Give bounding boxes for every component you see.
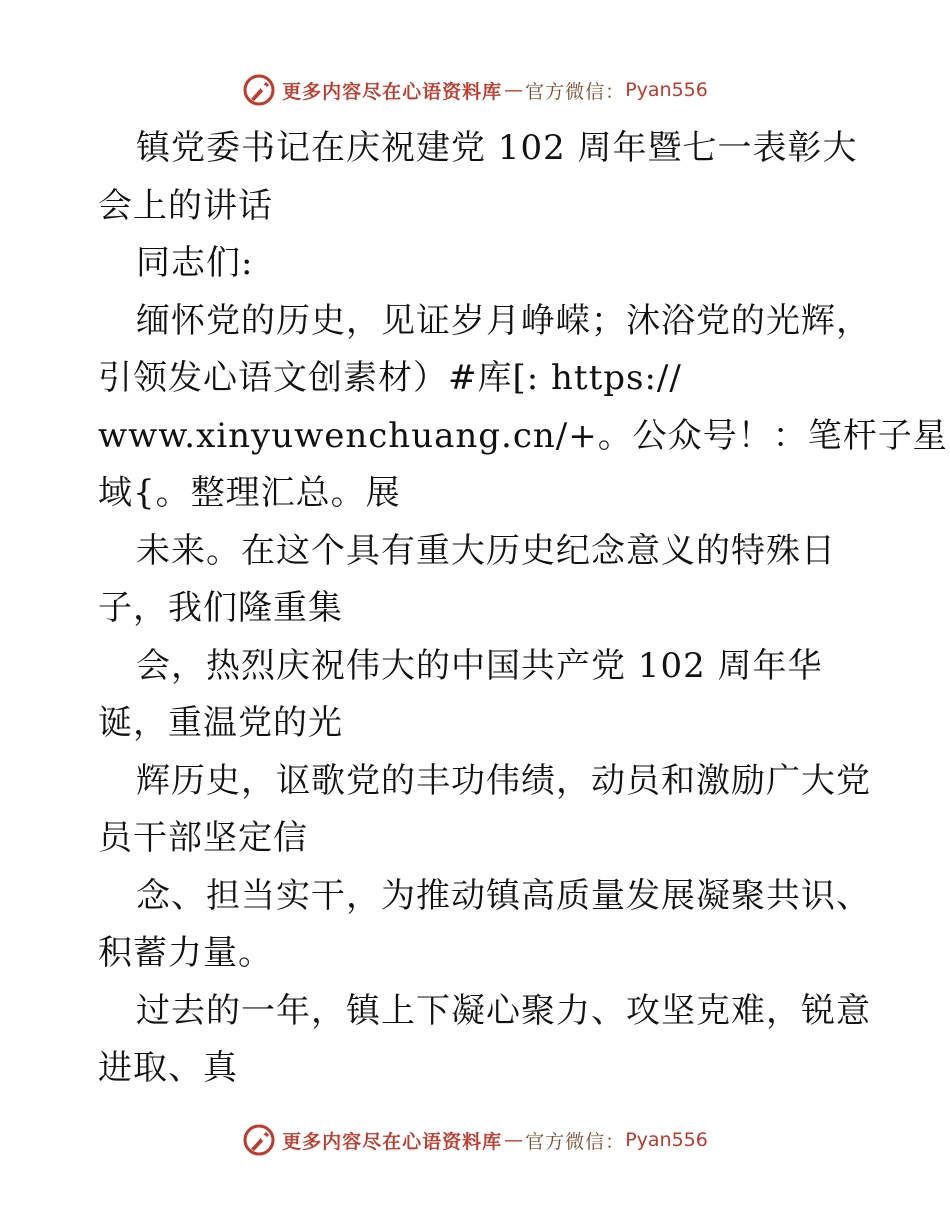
- banner-sub-text: 官方微信：: [525, 1130, 626, 1153]
- text-line: 员干部坚定信: [98, 818, 308, 858]
- text-line: www.xinyuwenchuang.cn/+。公众号！：笔杆子星: [98, 415, 948, 456]
- page-footer-banner: [0, 1120, 950, 1160]
- text-line: 未来。在这个具有重大历史纪念意义的特殊日: [136, 530, 836, 571]
- banner-dash: —: [504, 79, 524, 101]
- text-line: 子，我们隆重集: [98, 588, 343, 628]
- text-line: 引领发心语文创素材）#库[: https://: [98, 358, 682, 398]
- banner-sub-text: 官方微信：: [525, 80, 626, 103]
- text-line: 积蓄力量。: [98, 933, 273, 973]
- text-line: 会上的讲话: [98, 185, 273, 226]
- text-line: 辉历史，讴歌党的丰功伟绩，动员和激励广大党: [136, 760, 871, 801]
- banner-main-text: 更多内容尽在心语资料库: [282, 80, 503, 103]
- banner-wechat-id: Pyan556: [625, 79, 708, 101]
- banner-wechat-id: Pyan556: [625, 1129, 708, 1151]
- document-body: [98, 120, 948, 1098]
- page-header-banner: [0, 70, 950, 110]
- banner-dash: —: [504, 1129, 524, 1151]
- text-line: 域{。整理汇总。展: [98, 473, 401, 513]
- text-line: 同志们:: [136, 243, 254, 283]
- text-line: 镇党委书记在庆祝建党 102 周年暨七一表彰大: [136, 128, 858, 168]
- text-line: 念、担当实干，为推动镇高质量发展凝聚共识、: [136, 875, 871, 916]
- pen-logo-icon: [242, 1123, 276, 1157]
- banner-main-text: 更多内容尽在心语资料库: [282, 1130, 503, 1153]
- text-line: 会，热烈庆祝伟大的中国共产党 102 周年华: [136, 645, 823, 686]
- text-line: 缅怀党的历史，见证岁月峥嵘；沐浴党的光辉，: [136, 300, 871, 341]
- text-line: 诞，重温党的光: [98, 703, 343, 743]
- text-line: 过去的一年，镇上下凝心聚力、攻坚克难，锐意: [136, 990, 871, 1031]
- pen-logo-icon: [242, 73, 276, 107]
- text-line: 进取、真: [98, 1048, 238, 1088]
